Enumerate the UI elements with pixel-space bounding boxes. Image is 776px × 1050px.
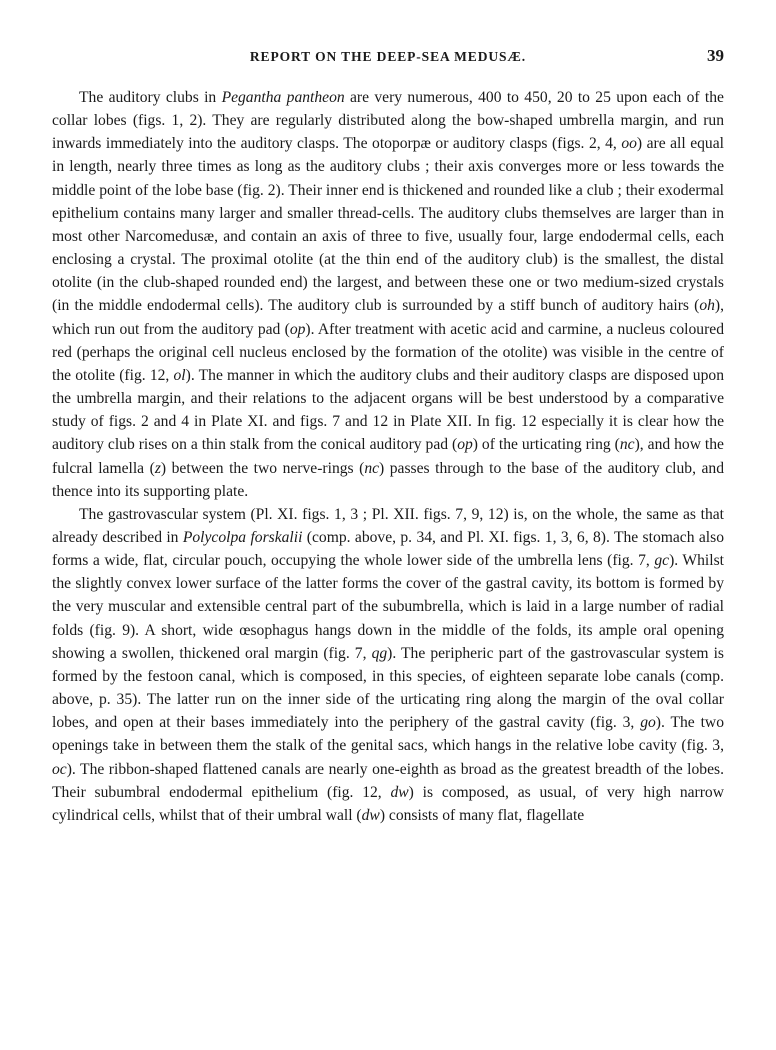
text-run: ). The two openings take in between them the stalk of the genital sacs, which hangs in the relative lobe cavity (fig. 3, <box>52 714 724 755</box>
text-run: ) are all equal in length, nearly three times as long as the auditory clubs ; their axis converges more or less towards the middle point of the lobe base (fig. 2). Their inner end is thickened and rounded like a club ; their exodermal epithelium contains many larger and smaller thread-cells. The auditory clubs themselves are larger than in most other Narcomedusæ, and contain an axis of three to five, usually four, large endodermal cells, each enclosing a crystal. The proximal otolite (at the thin end of the auditory club) is the smallest, the distal otolite (in the club-shaped rounded end) the largest, and between these one or two medium-sized crystals (in the middle endodermal cells). The auditory club is surrounded by a stiff bunch of auditory hairs ( <box>52 135 724 315</box>
text-run: ). The manner in which the auditory clubs and their auditory clasps are disposed upon the umbrella margin, and their relations to the adjacent organs will be best understood by a comparative study of figs. 2 and 4 in Plate XI. and figs. 7 and 12 in Plate XII. In fig. 12 especially it is clear how the auditory club rises on a thin stalk from the conical auditory pad ( <box>52 366 724 454</box>
paragraph-gastrovascular-system <box>52 503 724 827</box>
page-number: 39 <box>707 46 724 65</box>
text-run: are very numerous, 400 to 450, 20 to 25 upon each of the collar lobes (figs. 1, 2). They are regularly distributed along the bow-shaped umbrella margin, and run inwards immediately into the auditory clasps. The otoporpæ or auditory clasps (figs. 2, 4, <box>52 89 724 153</box>
italic-term: gc <box>654 552 670 570</box>
italic-term: nc <box>364 459 380 477</box>
text-run: (comp. above, p. 34, and Pl. XI. figs. 1, 3, 6, 8). The stomach also forms a wide, flat, circular pouch, occupying the whole lower side of the umbrella lens (fig. 7, <box>52 528 724 570</box>
text-run: ) passes through to the base of the auditory club, and thence into its supporting plate. <box>52 459 725 500</box>
italic-term: nc <box>619 436 635 454</box>
italic-term: dw <box>390 783 409 801</box>
italic-term: z <box>154 459 161 477</box>
italic-term: op <box>457 436 473 454</box>
text-run: ). The peripheric part of the gastrovascular system is formed by the festoon canal, which is composed, in this species, of eighteen separate lobe canals (comp. above, p. 35). The latter run on the inner side of the urticating ring along the margin of the oval collar lobes, and open at their bases immediately into the periphery of the gastral cavity (fig. 3, <box>52 644 724 732</box>
italic-term: oo <box>621 135 637 153</box>
italic-term: oc <box>52 760 67 778</box>
italic-term: ol <box>173 366 186 384</box>
running-title: REPORT ON THE DEEP-SEA MEDUSÆ. <box>249 49 527 64</box>
text-run: ), and how the fulcral lamella ( <box>52 436 724 477</box>
italic-term: Polycolpa forskalii <box>182 528 303 546</box>
italic-term: go <box>640 714 656 732</box>
text-run: The gastrovascular system (Pl. XI. figs. 1, 3 ; Pl. XII. figs. 7, 9, 12) is, on the whole, the same as that already described in <box>52 505 724 546</box>
italic-term: op <box>289 320 306 338</box>
text-run: ) between the two nerve-rings ( <box>160 459 365 477</box>
body-text <box>52 86 724 827</box>
text-run: ). After treatment with acetic acid and carmine, a nucleus coloured red (perhaps the original cell nucleus enclosed by the formation of the otolite) was visible in the centre of the otolite (fig. 12, <box>52 320 724 384</box>
text-run: The auditory clubs in <box>79 89 222 106</box>
text-run: ) of the urticating ring ( <box>472 436 620 454</box>
italic-term: Pegantha pantheon <box>221 89 345 106</box>
paragraph-auditory-clubs <box>52 86 724 503</box>
italic-term: qg <box>371 644 388 662</box>
text-run: ). Whilst the slightly convex lower surface of the latter forms the cover of the gastral cavity, its bottom is formed by the very muscular and extensible central part of the subumbrella, which is laid in a large number of radial folds (fig. 9). A short, wide œsophagus hangs down in the middle of the folds, its ample oral opening showing a swollen, thickened oral margin (fig. 7, <box>52 552 724 662</box>
text-run: ) consists of many flat, flagellate <box>379 806 585 824</box>
page-header <box>52 46 724 70</box>
text-run: ), which run out from the auditory pad ( <box>52 297 724 338</box>
text-run: ). The ribbon-shaped flattened canals are nearly one-eighth as broad as the greatest breadth of the lobes. Their subumbral endodermal epithelium (fig. 12, <box>52 760 724 801</box>
text-run: ) is composed, as usual, of very high narrow cylindrical cells, whilst that of their umbral wall ( <box>52 783 724 824</box>
italic-term: dw <box>361 806 380 824</box>
italic-term: oh <box>699 297 715 315</box>
